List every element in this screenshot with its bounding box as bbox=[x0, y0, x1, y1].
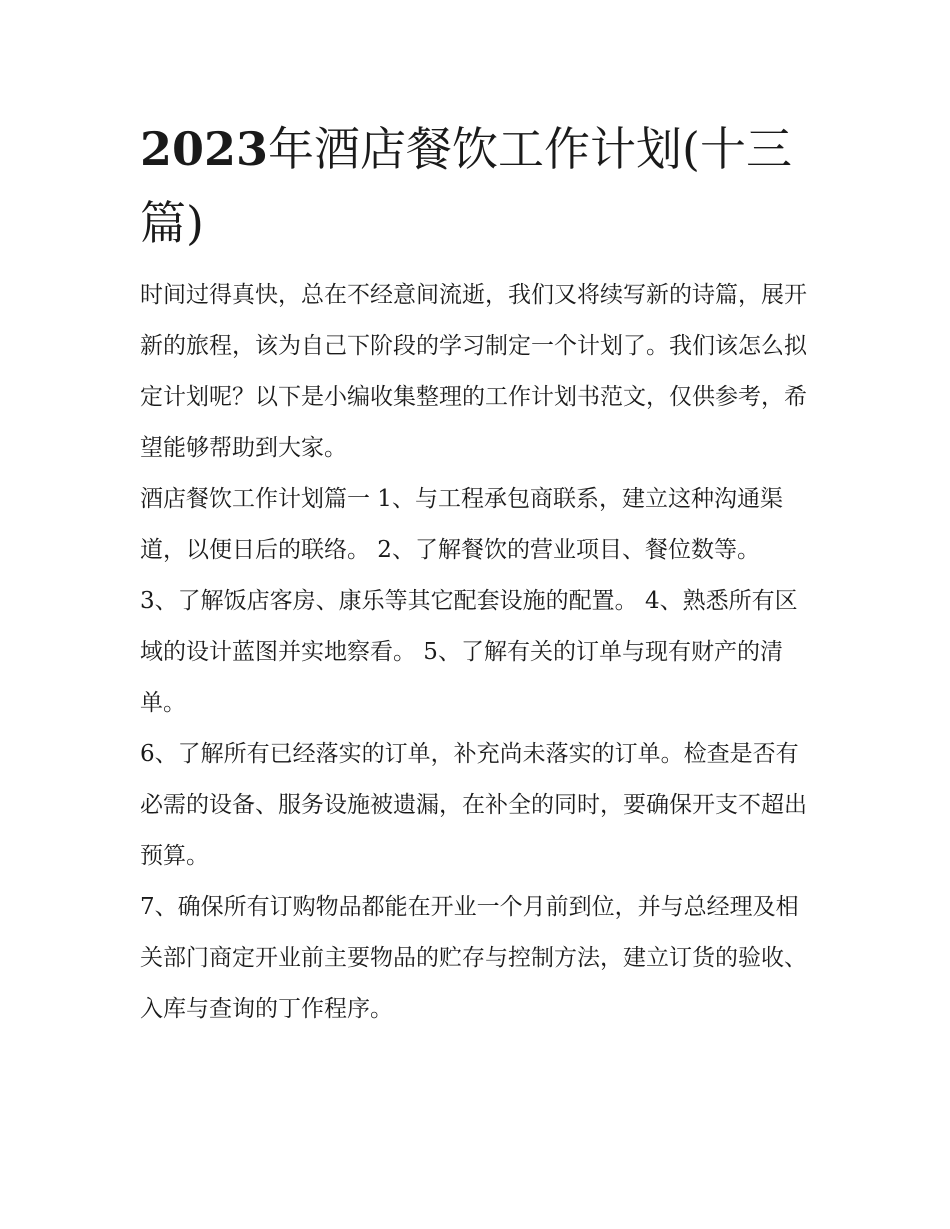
paragraph-plan-6: 6、了解所有已经落实的订单，补充尚未落实的订单。检查是否有必需的设备、服务设施被遗漏，在补全的同时，要确保开支不超出预算。 bbox=[140, 741, 807, 869]
paragraph-plan-7: 7、确保所有订购物品都能在开业一个月前到位，并与总经理及相关部门商定开业前主要物品的贮存与控制方法，建立订货的验收、入库与查询的丁作程序。 bbox=[140, 894, 807, 1022]
paragraph-plan-1: 酒店餐饮工作计划篇一 1、与工程承包商联系，建立这种沟通渠道，以便日后的联络。 2、了解餐饮的营业项目、餐位数等。 bbox=[140, 486, 783, 563]
paragraph-plan-3: 3、了解饭店客房、康乐等其它配套设施的配置。 4、熟悉所有区域的设计蓝图并实地察看。 5、了解有关的订单与现有财产的清单。 bbox=[140, 588, 798, 716]
document-page bbox=[140, 112, 816, 1035]
title-year: 2023 bbox=[140, 122, 269, 176]
title-text: 年酒店餐饮工作计划(十三篇) bbox=[140, 122, 792, 250]
document-title bbox=[140, 112, 816, 260]
paragraph-intro: 时间过得真快，总在不经意间流逝，我们又将续写新的诗篇，展开新的旅程，该为自己下阶段的学习制定一个计划了。我们该怎么拟定计划呢？以下是小编收集整理的工作计划书范文，仅供参考，希望能够帮助到大家。 bbox=[140, 282, 807, 461]
